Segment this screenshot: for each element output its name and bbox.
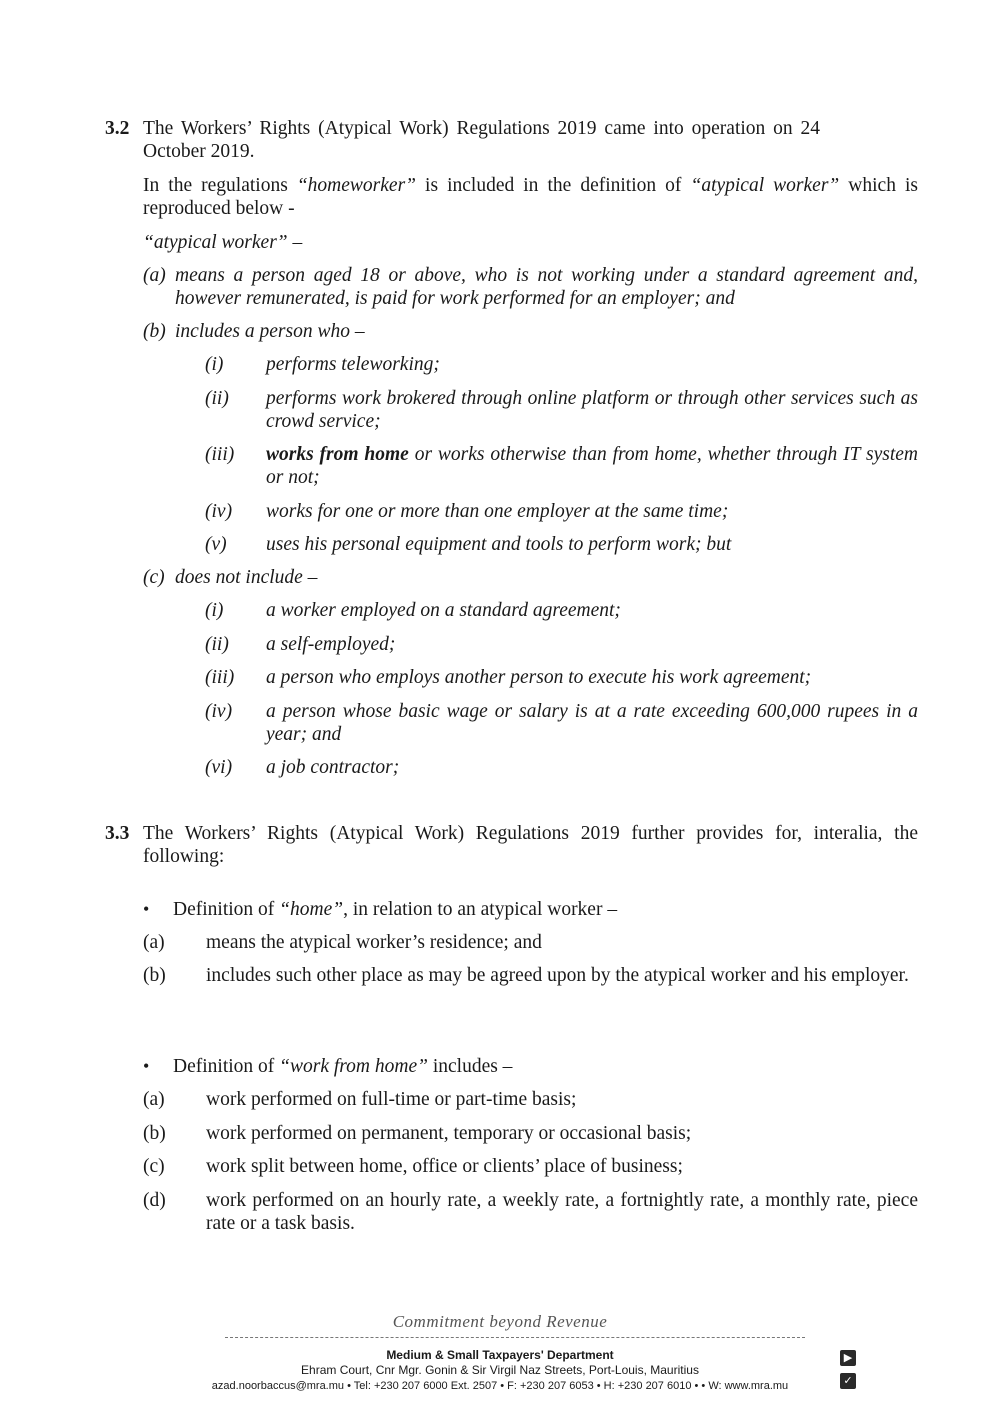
term-work-from-home: “work from home”: [279, 1056, 428, 1077]
emphasis-works-from-home: works from home: [266, 444, 409, 465]
wfh-item-text: work performed on permanent, temporary or occasional basis;: [206, 1123, 692, 1144]
section-3-2-line1: The Workers’ Rights (Atypical Work) Regulations 2019 came into operation on 24: [143, 118, 821, 139]
text-run: is included in the definition of: [416, 175, 691, 196]
wfh-item-number: (c): [143, 1156, 165, 1177]
c-item-number: (iii): [205, 667, 235, 688]
c-item-text: a job contractor;: [266, 757, 400, 778]
c-item-text: a worker employed on a standard agreement;: [266, 600, 621, 621]
clause-c-text: does not include –: [175, 567, 318, 588]
text-run: includes –: [427, 1056, 513, 1077]
c-item-number: (vi): [205, 757, 233, 778]
twitter-icon[interactable]: ✓: [840, 1373, 856, 1389]
c-item-text: a person whose basic wage or salary is at a rate exceeding 600,000 rupees in a year; and: [266, 701, 918, 745]
b-item-number: (ii): [205, 388, 229, 409]
text-run: Definition of: [173, 1056, 280, 1077]
text-run: or works otherwise than from home, whether through IT system or not;: [266, 444, 918, 488]
term-homeworker: “homeworker”: [296, 175, 416, 196]
b-item-text: uses his personal equipment and tools to perform work; but: [266, 534, 732, 555]
section-3-2-line2: October 2019.: [143, 141, 255, 162]
footer-motto: Commitment beyond Revenue: [392, 1312, 608, 1331]
b-item-text: works for one or more than one employer at the same time;: [266, 501, 729, 522]
term-atypical-worker: “atypical worker”: [690, 175, 840, 196]
footer-contact: azad.noorbaccus@mra.mu • Tel: +230 207 6000 Ext. 2507 • F: +230 207 6053 • H: +230 207 6010 • • W: www.mra.mu: [211, 1380, 789, 1392]
clause-a-label: (a): [143, 265, 166, 286]
wfh-item-text: work split between home, office or clients’ place of business;: [206, 1156, 683, 1177]
bullet-icon: •: [143, 899, 150, 919]
text-run: Definition of: [173, 899, 280, 920]
section-3-2-paragraph: [143, 174, 918, 220]
wfh-item-text: work performed on an hourly rate, a weekly rate, a fortnightly rate, a monthly rate, piece rate or a task basis.: [206, 1190, 918, 1234]
bullet-icon: •: [143, 1056, 150, 1076]
b-item-number: (v): [205, 534, 227, 555]
home-item-number: (a): [143, 932, 165, 953]
c-item-number: (ii): [205, 634, 229, 655]
b-item-text: performs teleworking;: [266, 354, 440, 375]
footer-department: Medium & Small Taxpayers' Department: [386, 1348, 614, 1362]
term-home: “home”: [279, 899, 344, 920]
wfh-item-number: (a): [143, 1089, 165, 1110]
b-item-number: (iii): [205, 444, 235, 465]
c-item-number: (i): [205, 600, 224, 621]
definition-term: “atypical worker” –: [143, 232, 303, 253]
home-item-number: (b): [143, 965, 166, 986]
clause-a-text: means a person aged 18 or above, who is not working under a standard agreement and, however remunerated, is paid for work performed for an employer; and: [175, 265, 918, 309]
wfh-item-text: work performed on full-time or part-time basis;: [206, 1089, 577, 1110]
text-run: , in relation to an atypical worker –: [343, 899, 618, 920]
bullet-work-from-home-definition: [173, 1055, 512, 1078]
c-item-number: (iv): [205, 701, 233, 722]
home-item-text: includes such other place as may be agreed upon by the atypical worker and his employer.: [206, 965, 909, 986]
b-item-text: performs work brokered through online platform or through other services such as crowd service;: [266, 388, 918, 432]
clause-b-label: (b): [143, 321, 166, 342]
footer-address: Ehram Court, Cnr Mgr. Gonin & Sir Virgil Naz Streets, Port-Louis, Mauritius: [301, 1363, 699, 1377]
b-item-number: (iv): [205, 501, 233, 522]
home-item-text: means the atypical worker’s residence; and: [206, 932, 542, 953]
text-run: In the regulations: [143, 175, 297, 196]
footer-divider: [225, 1337, 805, 1338]
text-run: which is reproduced below -: [143, 175, 918, 219]
clause-b-text: includes a person who –: [175, 321, 365, 342]
bullet-home-definition: [173, 898, 617, 921]
section-number-3-2: 3.2: [105, 118, 130, 139]
section-number-3-3: 3.3: [105, 823, 130, 844]
b-item-text: [266, 443, 918, 489]
section-3-3-text: The Workers’ Rights (Atypical Work) Regulations 2019 further provides for, interalia, the following:: [143, 823, 918, 867]
wfh-item-number: (b): [143, 1123, 166, 1144]
wfh-item-number: (d): [143, 1190, 166, 1211]
c-item-text: a self-employed;: [266, 634, 396, 655]
b-item-number: (i): [205, 354, 224, 375]
clause-c-label: (c): [143, 567, 165, 588]
c-item-text: a person who employs another person to execute his work agreement;: [266, 667, 812, 688]
youtube-icon[interactable]: ▶: [840, 1350, 856, 1366]
